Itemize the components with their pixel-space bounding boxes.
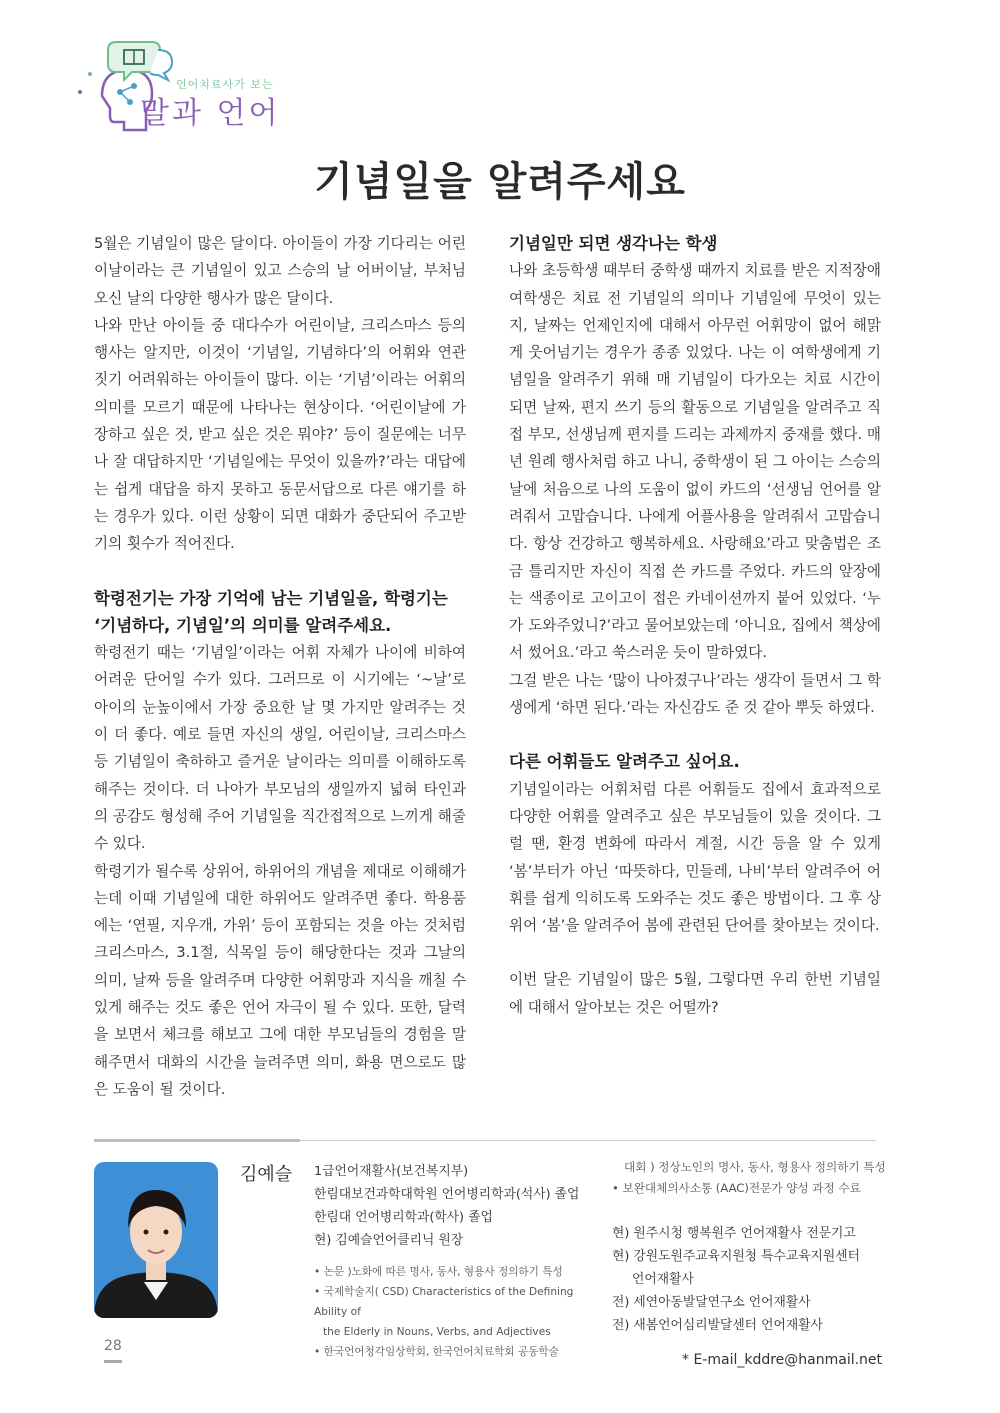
body-paragraph: 나와 만난 아이들 중 대다수가 어린이날, 크리스마스 등의 행사는 알지만, 이것이 ‘기념일, 기념하다’의 어휘와 연관 짓기 어려워하는 아이들이 많다. 이는 ‘기념’이라는 어휘의 의미를 모르기 때문에 나타나는 현상이다. ‘어린이날에 가장하고 싶은 것, 받고 싶은 것은 뭐야?’ 등이 질문에는 너무나 잘 대답하지만 ‘기념일에는 무엇이 있을까?’라는 대답에는 쉽게 대답을 하지 못하고 동문서답으로 다른 얘기를 하는 경우가 있다. 이런 상황이 되면 대화가 중단되어 주고받기의 횟수가 적어진다. [94, 316, 466, 553]
body-paragraph: 5월은 기념일이 많은 달이다. 아이들이 가장 기다리는 어린이날이라는 큰 기념일이 있고 스승의 날 어버이날, 부처님 오신 날의 다양한 행사가 많은 달이다. [94, 235, 466, 307]
logo-title: 말과 언어 [140, 96, 281, 131]
publication-item: • 한국언어청각임상학회, 한국언어치료학회 공동학술 [314, 1346, 559, 1358]
publication-item: • 논문 )노화에 따른 명사, 동사, 형용사 정의하기 특성 [314, 1266, 563, 1278]
logo-subtitle: 언어치료사가 보는 [176, 78, 274, 91]
body-paragraph: 이번 달은 기념일이 많은 5월, 그렇다면 우리 한번 기념일에 대해서 알아보는 것은 어떨까? [509, 971, 881, 1016]
career-item: 전) 새봄언어심리발달센터 언어재활사 [612, 1318, 823, 1333]
credential-item: 한림대보건과학대학원 언어병리학과(석사) 졸업 [314, 1187, 580, 1202]
section-heading: 학령전기는 가장 기억에 남는 기념일을, 학령기는 ‘기념하다, 기념일’의 의미를 알려주세요. [94, 588, 448, 635]
paragraph-gap [94, 558, 466, 585]
author-divider-accent [94, 1139, 300, 1142]
body-paragraph: 나와 초등학생 때부터 중학생 때까지 치료를 받은 지적장애 여학생은 치료 전 기념일의 의미나 기념일에 무엇이 있는지, 날짜는 언제인지에 대해서 아무런 어휘망이 없어 해맑게 웃어넘기는 경우가 종종 있었다. 나는 이 여학생에게 기념일을 알려주기 위해 매 기념일이 다가오는 치료 시간이 되면 날짜, 편지 쓰기 등의 활동으로 기념일을 알려주고 직접 부모, 선생님께 편지를 드리는 과제까지 중재를 했다. 매년 원례 행사처럼 하고 나니, 중학생이 된 그 아이는 스승의 날에 처음으로 나의 도움이 없이 카드의 ‘선생님 언어를 알려줘서 고맙습니다. 나에게 어플사용을 알려줘서 고맙습니다. 항상 건강하고 행복하세요. 사랑해요’라고 맞춤법은 조금 틀리지만 자신이 직접 쓴 카드를 주었다. 카드의 앞장에는 색종이로 고이고이 접은 카네이션까지 붙어 있었다. ‘누가 도와주었니?’라고 물어보았는데 ‘아니요, 집에서 책상에서 썼어요.’라고 쑥스러운 듯이 말하였다. [509, 262, 881, 662]
paragraph-gap [509, 939, 881, 966]
column-logo [72, 36, 292, 146]
credential-item: 현) 김예슬언어클리닉 원장 [314, 1233, 464, 1248]
career-item: 언어재활사 [632, 1272, 694, 1287]
body-paragraph: 학령전기 때는 ‘기념일’이라는 어휘 자체가 나이에 비하여 어려운 단어일 수가 있다. 그러므로 이 시기에는 ‘~날’로 아이의 눈높이에서 가장 중요한 날 몇 가지만 알려주는 것이 더 좋다. 예로 들면 자신의 생일, 어린이날, 크리스마스 등 기념일이 축하하고 즐거운 날이라는 의미를 이해하도록 해주는 것이다. 더 나아가 부모님의 생일까지 넓혀 타인과의 공감도 형성해 주어 기념일을 직간접적으로 느끼게 해줄 수 있다. [94, 644, 466, 853]
page-title: 기념일을 알려주세요 [314, 159, 686, 205]
author-career [612, 1222, 860, 1337]
career-item: 전) 세연아동발달연구소 언어재활사 [612, 1295, 811, 1310]
career-item: 현) 원주시청 행복원주 언어재활사 전문기고 [612, 1226, 856, 1241]
page-number: 28 [104, 1338, 122, 1354]
body-paragraph: 학령기가 될수록 상위어, 하위어의 개념을 제대로 이해해가는데 이때 기념일에 대한 하위어도 알려주면 좋다. 학용품에는 ‘연필, 지우개, 가위’ 등이 포함되는 것을 아는 것처럼 크리스마스, 3.1절, 식목일 등이 해당한다는 것과 그날의 의미, 날짜 등을 알려주며 다양한 어휘망과 지식을 깨칠 수 있게 해주는 것도 좋은 언어 자극이 될 수 있다. 또한, 달력을 보면서 체크를 해보고 그에 대한 부모님들의 경험을 말해주면서 대화의 시간을 늘려주면 의미, 화용 면으로도 많은 도움이 될 것이다. [94, 862, 466, 1098]
left-column [94, 230, 466, 1103]
author-email: * E-mail_kddre@hanmail.net [682, 1352, 883, 1368]
page-number-mark [104, 1360, 122, 1363]
publication-item: 대회 ) 정상노인의 명사, 동사, 형용사 정의하기 특성 [624, 1160, 886, 1174]
publication-item: • 보완대체의사소통 (AAC)전문가 양성 과정 수료 [612, 1181, 861, 1195]
author-credentials [314, 1160, 579, 1252]
career-item: 현) 강원도원주교육지원청 특수교육지원센터 [612, 1249, 861, 1264]
paragraph-gap [509, 721, 881, 748]
section-heading: 기념일만 되면 생각나는 학생 [509, 234, 718, 253]
publication-item: • 국제학술지( CSD) Characteristics of the Defining Ability of [314, 1286, 574, 1318]
credential-item: 1급언어재활사(보건복지부) [314, 1164, 469, 1179]
author-photo [94, 1162, 218, 1318]
credential-item: 한림대 언어병리학과(학사) 졸업 [314, 1210, 493, 1225]
author-name: 김예슬 [240, 1164, 293, 1185]
body-paragraph: 기념일이라는 어휘처럼 다른 어휘들도 집에서 효과적으로 다양한 어휘를 알려주고 싶은 부모님들이 있을 것이다. 그럴 땐, 환경 변화에 따라서 계절, 시간 등을 알 수 있게 ‘봄’부터가 아닌 ‘따뜻하다, 민들레, 나비’부터 알려주어 어휘를 쉽게 익히도록 도와주는 것도 좋은 방법이다. 그 후 상위어 ‘봄’을 알려주어 봄에 관련된 단어를 찾아보는 것이다. [509, 780, 881, 935]
publication-item: the Elderly in Nouns, Verbs, and Adjectives [323, 1326, 551, 1338]
body-paragraph: 그걸 받은 나는 ‘많이 나아졌구나’라는 생각이 들면서 그 학생에게 ‘하면 된다.’라는 자신감도 준 것 같아 뿌듯 하였다. [509, 671, 881, 717]
section-heading: 다른 어휘들도 알려주고 싶어요. [509, 752, 740, 772]
author-publications [314, 1262, 584, 1362]
author-publications-continued [612, 1157, 887, 1199]
right-column [509, 230, 881, 1021]
